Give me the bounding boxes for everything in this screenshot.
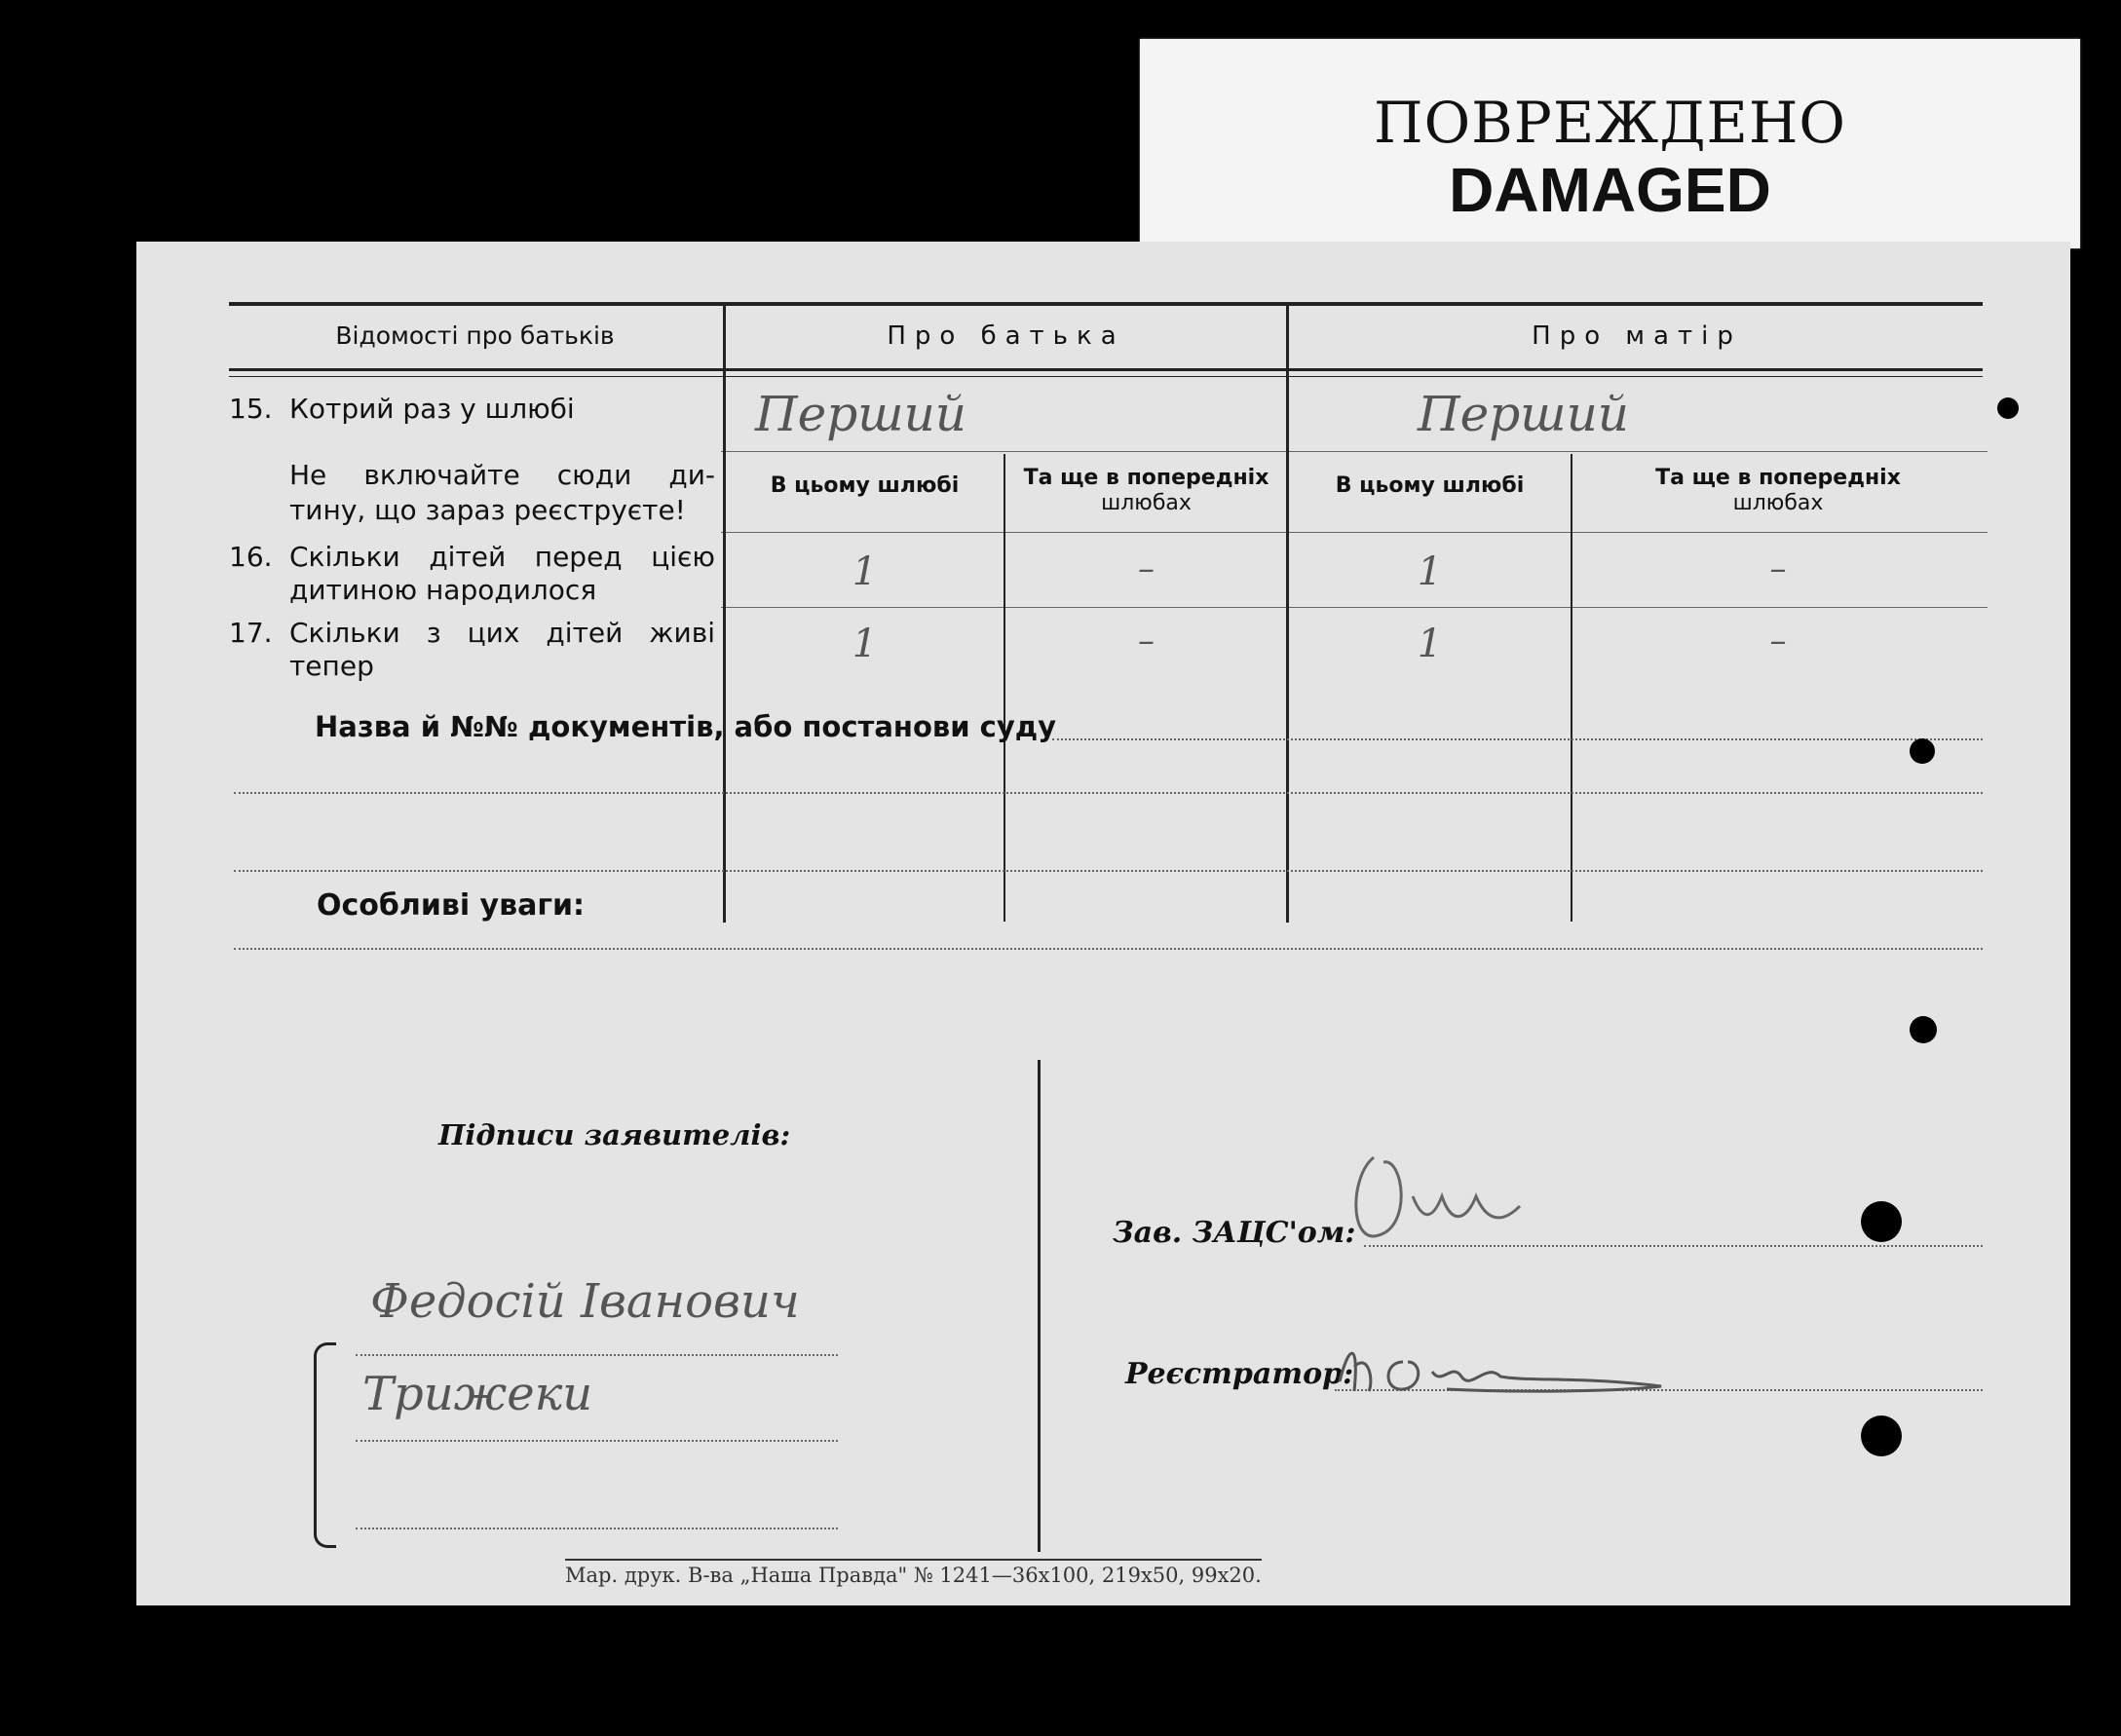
row17-father-prev: –: [1138, 622, 1155, 660]
printer-imprint: Мар. друк. В-ва „Наша Правда" № 1241—36х100, 219х50, 99х20.: [565, 1559, 1262, 1587]
header-bottom-rule-2: [229, 376, 1983, 377]
documents-line-3: [234, 870, 1983, 872]
row16-father-prev: –: [1138, 549, 1155, 588]
applicant-signature-name: Федосій Іванович: [370, 1274, 800, 1329]
row15-rule: [721, 451, 1988, 452]
note-line-2: тину, що зараз реєструєте!: [289, 494, 686, 526]
registrar-label: Реєстратор:: [1125, 1357, 1354, 1391]
documents-label: Назва й №№ документів, або постанови суду: [315, 710, 1057, 743]
punch-hole: [1861, 1415, 1902, 1456]
row17-father-this: 1: [852, 622, 878, 666]
father-prev-marriages-header: [1006, 466, 1286, 516]
row16-line-1: Скільки дітей перед цією: [289, 541, 715, 573]
damaged-label-en: DAMAGED: [1449, 155, 1771, 225]
row17-line-1: Скільки з цих дітей живі: [289, 617, 715, 649]
row15-mother-value: Перший: [1418, 386, 1629, 442]
documents-line-2: [234, 792, 1983, 794]
applicant-line-3: [356, 1528, 838, 1529]
header-bottom-rule: [229, 368, 1983, 371]
registrar-signature-mark: [1330, 1333, 1729, 1411]
punch-hole: [1861, 1201, 1902, 1242]
mother-prev-line-2: шлюбах: [1732, 491, 1824, 515]
applicant-signature-surname: Трижеки: [362, 1367, 593, 1421]
mother-this-marriage-header: В цьому шлюбі: [1335, 473, 1525, 498]
applicants-signatures-label: Підписи заявителів:: [438, 1118, 791, 1151]
mother-prev-marriages-header: [1573, 466, 1983, 516]
row16-number: 16.: [229, 541, 273, 573]
header-father: Про батька: [887, 321, 1125, 351]
applicant-line-2: [356, 1440, 838, 1442]
father-subcol-divider: [1004, 454, 1005, 922]
form-sheet: [136, 242, 2070, 1605]
remarks-line: [234, 948, 1983, 950]
row16-mother-prev: –: [1769, 549, 1787, 588]
head-of-registry-label: Зав. ЗАЦС'ом:: [1113, 1216, 1356, 1250]
father-this-marriage-header: В цьому шлюбі: [770, 473, 960, 498]
row17-mother-prev: –: [1769, 622, 1787, 660]
father-prev-line-2: шлюбах: [1101, 491, 1192, 515]
subheader-rule: [721, 532, 1988, 533]
row15-number: 15.: [229, 393, 273, 425]
remarks-label: Особливі уваги:: [317, 888, 586, 923]
row15-label: Котрий раз у шлюбі: [289, 393, 575, 425]
applicant-bracket: [314, 1342, 336, 1548]
table-top-rule: [229, 302, 1983, 306]
row16-father-this: 1: [852, 549, 878, 594]
head-signature-mark: [1345, 1138, 1598, 1255]
header-parents-info: Відомості про батьків: [335, 321, 615, 350]
row15-father-value: Перший: [755, 386, 966, 442]
row17-line-2: тепер: [289, 650, 374, 682]
father-prev-line-1: Та ще в попередніх: [1023, 466, 1269, 490]
row16-rule: [721, 607, 1988, 608]
damaged-label-ru: ПОВРЕЖДЕНО: [1374, 90, 1846, 156]
mother-prev-line-1: Та ще в попередніх: [1655, 466, 1901, 490]
row16-mother-this: 1: [1417, 549, 1443, 594]
row17-mother-this: 1: [1417, 622, 1443, 666]
col-divider-1: [723, 305, 726, 923]
signature-divider: [1038, 1060, 1041, 1552]
note-line-1: Не включайте сюди ди-: [289, 459, 715, 491]
punch-hole: [1910, 1016, 1937, 1043]
row16-line-2: дитиною народилося: [289, 574, 597, 606]
mother-subcol-divider: [1571, 454, 1572, 922]
row17-number: 17.: [229, 617, 273, 649]
damaged-label: [1140, 39, 2080, 248]
header-mother: Про матір: [1532, 321, 1742, 351]
punch-hole: [1910, 738, 1935, 764]
documents-line-1: [1052, 738, 1983, 740]
punch-hole: [1997, 397, 2019, 419]
applicant-line-1: [356, 1354, 838, 1356]
